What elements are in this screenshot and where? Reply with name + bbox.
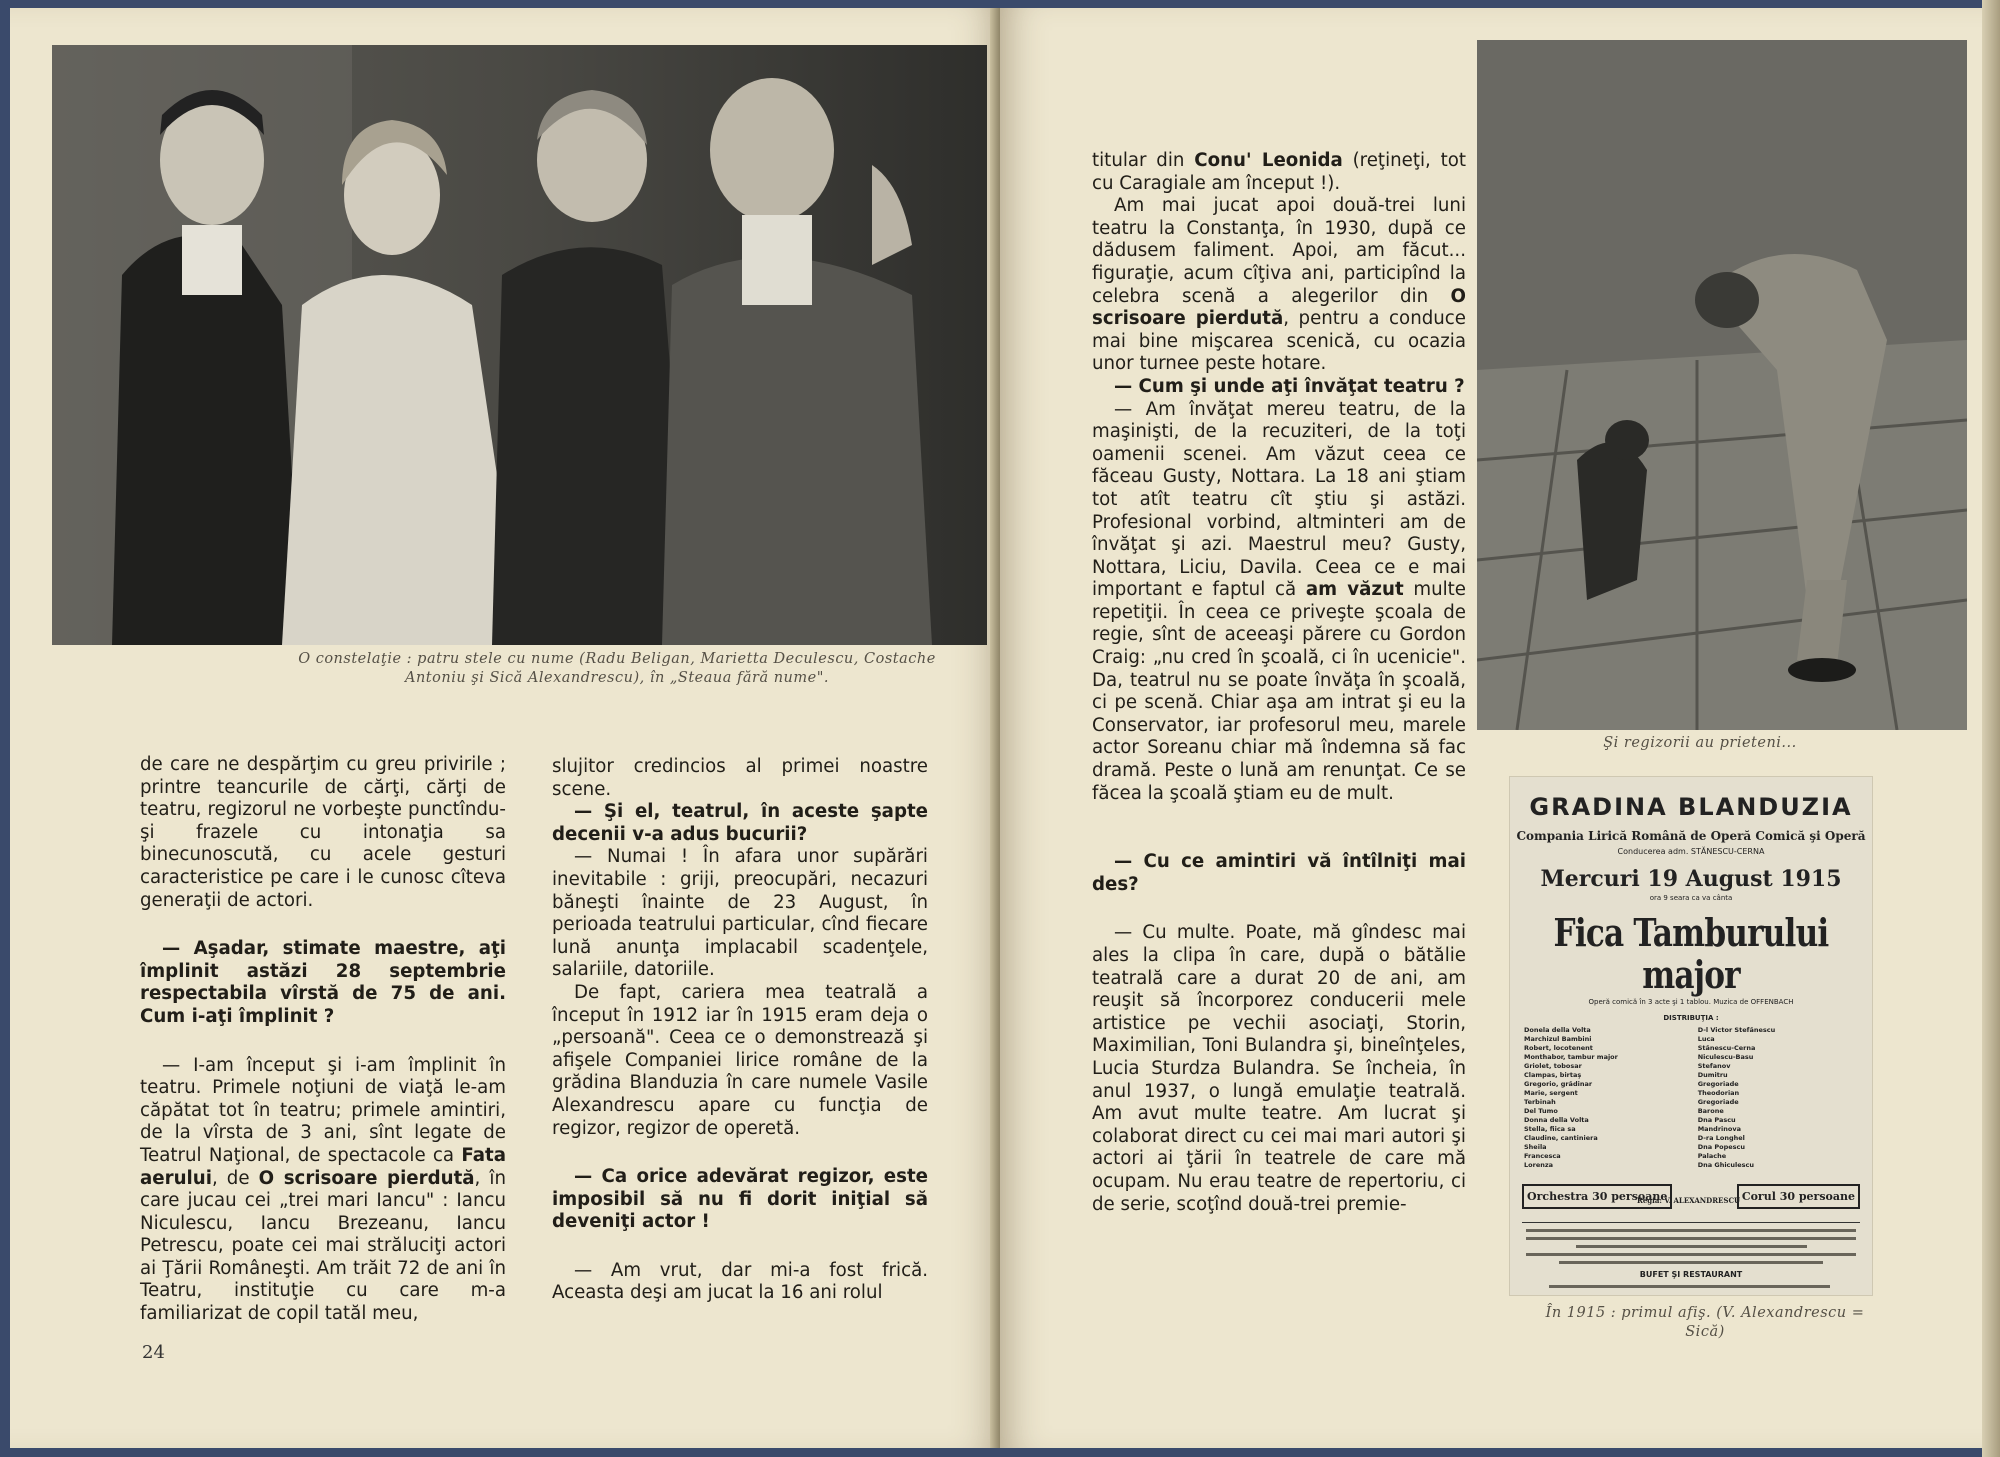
cast-role: Del Tumo [1524, 1107, 1558, 1115]
text-span: — I-am început şi i-am împlinit în teatru. Primele noţiuni de viaţă le-am căpătat tot în teatru; primele amintiri, de la vîrsta de 3 ani, sînt legate de Teatrul Naţional, de spectacole ca [140, 1054, 506, 1166]
text-span: , de [211, 1167, 259, 1189]
cast-actor: Theodorian [1697, 1089, 1740, 1097]
text-span: multe repetiţii. În ceea ce priveşte şcoala de regie, sînt de aceeaşi părere cu Gordon Craig: „nu cred în şcoală, ci în ucenicie". Da, teatrul nu se poate învăţa în şcoală, ci pe scenă. Chiar aşa am intrat şi eu la Conservator, iar profesorul meu, marele actor Soreanu chiar mă îndemna să fac dramă. Peste o lună am renunţat. Ce se făcea la şcoală ştiam eu de mult. [1092, 579, 1466, 804]
group-photo [52, 45, 987, 645]
text-span: , în care jucau cei „trei mari Iancu" : Iancu Niculescu, Iancu Brezeanu, Iancu Petrescu, poate cei mai străluciţi actori ai Ţării Româneşti. Am trăit 72 de ani în Teatru, instituţie cu care m-a familiarizat de copil tatăl meu, [140, 1167, 506, 1325]
poster-caption: În 1915 : primul afiş. (V. Alexandrescu = Sică) [1545, 1305, 1865, 1340]
paragraph: de care ne despărţim cu greu privirile ; printre teancurile de cărţi, cărţi de teatru, regizorul ne vorbeşte punctîndu-şi frazele cu intonaţia sa binecunoscută, cu acele gesturi caracteristice pe care i le cunosc cîteva generaţii de actori. [140, 754, 506, 911]
poster-cast-roles [1524, 1026, 1684, 1170]
cast-role: Donela della Volta [1524, 1026, 1591, 1034]
question: — Cu ce amintiri vă întîlniţi mai des? [1092, 851, 1466, 895]
poster-buffet: BUFET ŞI RESTAURANT [1639, 1270, 1743, 1279]
poster-regia: Regia: V. ALEXANDRESCU [1637, 1196, 1741, 1205]
cast-actor: Mandrinova [1697, 1125, 1741, 1133]
cast-actor: Dna Ghiculescu [1697, 1161, 1755, 1169]
emphasis: am văzut [1305, 579, 1404, 601]
text-span: titular din [1092, 150, 1195, 171]
cast-role: Griolet, tobosar [1524, 1062, 1582, 1070]
paragraph: — Numai ! În afara unor supărări inevitabile : griji, preocupări, necazuri băneşti înainte de 23 August, în perioada teatrului particular, cînd fiecare lună anunţa implacabil scadenţele, salariile, datoriile. [552, 846, 928, 981]
cast-actor: Stănescu-Cerna [1697, 1044, 1756, 1052]
play-title: O scrisoare pierdută [258, 1167, 475, 1189]
cast-role: Clampas, birtaş [1524, 1071, 1582, 1079]
left-column-1 [140, 754, 506, 1326]
cast-role: Francesca [1524, 1152, 1561, 1160]
poster-subtitle: Operă comică în 3 acte şi 1 tablou. Muzica de OFFENBACH [1588, 998, 1794, 1006]
poster-direction: Conducerea adm. STĂNESCU-CERNA [1617, 847, 1765, 856]
cast-role: Gregorio, grădinar [1524, 1080, 1593, 1088]
cast-actor: D-ra Longhel [1697, 1134, 1745, 1142]
cast-role: Lorenza [1524, 1161, 1554, 1169]
poster-fineprint [1526, 1285, 1856, 1288]
paragraph: — Cu multe. Poate, mă gîndesc mai ales la clipa în care, după o bătălie teatrală care a durat 20 de ani, am reuşit să încorporez conducerii mele artistice pe vechii asociaţi, Storin, Maximilian, Toni Bulandra şi, bineînţeles, Lucia Sturdza Bulandra. Se încheia, în anul 1937, o lungă emulaţie teatrală. Am avut multe teatre. Am lucrat şi colaborat direct cu cei mai mari autori şi actori ai ţării în teatrele de care mă ocupam. Nu erau teatre de repertoriu, ci de serie, scoţînd două-trei premie- [1092, 922, 1466, 1215]
book-edge [1982, 0, 2000, 1457]
paragraph [1092, 399, 1466, 806]
cast-actor: Gregoriade [1697, 1098, 1739, 1106]
cast-actor: Dna Pascu [1697, 1116, 1736, 1124]
poster-rule [1522, 1222, 1860, 1223]
paragraph: slujitor credincios al primei noastre scene. [552, 756, 928, 800]
cast-actor: Luca [1697, 1035, 1715, 1043]
cast-actor: Barone [1697, 1107, 1724, 1115]
paragraph: — Am vrut, dar mi-a fost frică. Aceasta deşi am jucat la 16 ani rolul [552, 1259, 928, 1304]
poster-choir-box: Corul 30 persoane [1737, 1184, 1860, 1209]
question: — Şi el, teatrul, în aceste şapte decenii v-a adus bucurii? [552, 801, 928, 845]
cast-role: Donna della Volta [1524, 1116, 1589, 1124]
poster-date: Mercuri 19 August 1915 [1540, 866, 1842, 892]
question: — Ca orice adevărat regizor, este imposibil să nu fi dorit iniţial să deveniţi actor ! [552, 1166, 928, 1233]
paragraph: De fapt, cariera mea teatrală a început în 1912 iar în 1915 eram deja o „persoană". Ceea ce o demonstrează şi afişele Companiei lirice române de la grădina Blanduzia în care numele Vasile Alexandrescu apare cu funcţia de regizor, regizor de operetă. [552, 981, 928, 1139]
poster-cast-actors [1698, 1026, 1858, 1170]
text-span: (reţineţi, tot cu Caragiale am început !). [1092, 150, 1466, 194]
paragraph [140, 1055, 506, 1326]
play-title: O scrisoare pierdută [1092, 285, 1466, 330]
cast-actor: D-l Victor Stefănescu [1697, 1026, 1776, 1034]
question: — Cum şi unde aţi învăţat teatru ? [1114, 375, 1465, 397]
play-title: Fata aerului [140, 1144, 506, 1189]
play-title: Conu' Leonida [1194, 150, 1343, 171]
paragraph [1092, 195, 1466, 376]
left-column-2 [552, 756, 928, 1305]
cast-role: Robert, locotenent [1524, 1044, 1593, 1052]
poster-boxes [1522, 1184, 1860, 1214]
page-number: 24 [142, 1342, 165, 1363]
cast-role: Stella, fiica sa [1524, 1125, 1576, 1133]
theatre-poster [1509, 776, 1873, 1296]
poster-fineprint [1526, 1229, 1856, 1264]
cast-actor: Palache [1697, 1152, 1727, 1160]
poster-distribution: DISTRIBUŢIA : [1663, 1014, 1719, 1022]
cast-role: Marie, sergent [1524, 1089, 1578, 1097]
photo-caption-left: O constelaţie : patru stele cu nume (Radu Beligan, Marietta Deculescu, Costache Antoniu şi Sică Alexandrescu), în „Steaua fără nume". [298, 651, 936, 686]
poster-time: ora 9 seara ca va cânta [1649, 894, 1733, 902]
text-span: Am mai jucat apoi două-trei luni teatru la Constanţa, în 1930, după ce dădusem faliment. Apoi, am făcut... figuraţie, acum cîţiva ani, participînd la celebra scenă a alegerilor din [1092, 195, 1466, 307]
photo-caption-right: Şi regizorii au prieteni... [1603, 735, 1797, 751]
cast-role: Marchizul Bambini [1524, 1035, 1592, 1043]
dog-photo [1477, 40, 1967, 730]
poster-opera-title: Fica Tamburului major [1553, 910, 1829, 997]
cast-role: Sheila [1524, 1143, 1547, 1151]
poster-cast [1524, 1026, 1858, 1176]
cast-actor: Dna Popescu [1697, 1143, 1745, 1151]
text-span: , pentru a conduce mai bine mişcarea scenică, cu ocazia unor turnee peste hotare. [1092, 308, 1466, 375]
question: — Aşadar, stimate maestre, aţi împlinit astăzi 28 septembrie respectabila vîrstă de 75 de ani. Cum i-aţi împlinit ? [140, 938, 506, 1027]
poster-company: Compania Lirică Română de Operă Comică şi Operă [1516, 829, 1866, 843]
poster-orchestra-box: Orchestra 30 persoane [1522, 1184, 1672, 1209]
cast-actor: Gregoriade [1697, 1080, 1739, 1088]
right-column [1092, 150, 1466, 1216]
cast-role: Terbinah [1524, 1098, 1556, 1106]
cast-actor: Stefanov [1697, 1062, 1731, 1070]
cast-role: Claudine, cantiniera [1524, 1134, 1598, 1142]
text-span: — Am învăţat mereu teatru, de la maşinişti, de la recuziteri, de la toţi oamenii scenei. Am văzut ceea ce făceau Gusty, Nottara. La 18 ani ştiam tot atît teatru cît ştiu şi astăzi. Profesional vorbind, altminteri am de învăţat şi azi. Maestrul meu? Gusty, Nottara, Liciu, Davila. Ceea ce e mai important e faptul că [1092, 398, 1466, 601]
poster-title: GRADINA BLANDUZIA [1529, 793, 1853, 821]
cast-actor: Dumitru [1697, 1071, 1728, 1079]
cast-actor: Niculescu-Basu [1697, 1053, 1754, 1061]
cast-role: Monthabor, tambur major [1524, 1053, 1618, 1061]
paragraph [1092, 150, 1466, 195]
